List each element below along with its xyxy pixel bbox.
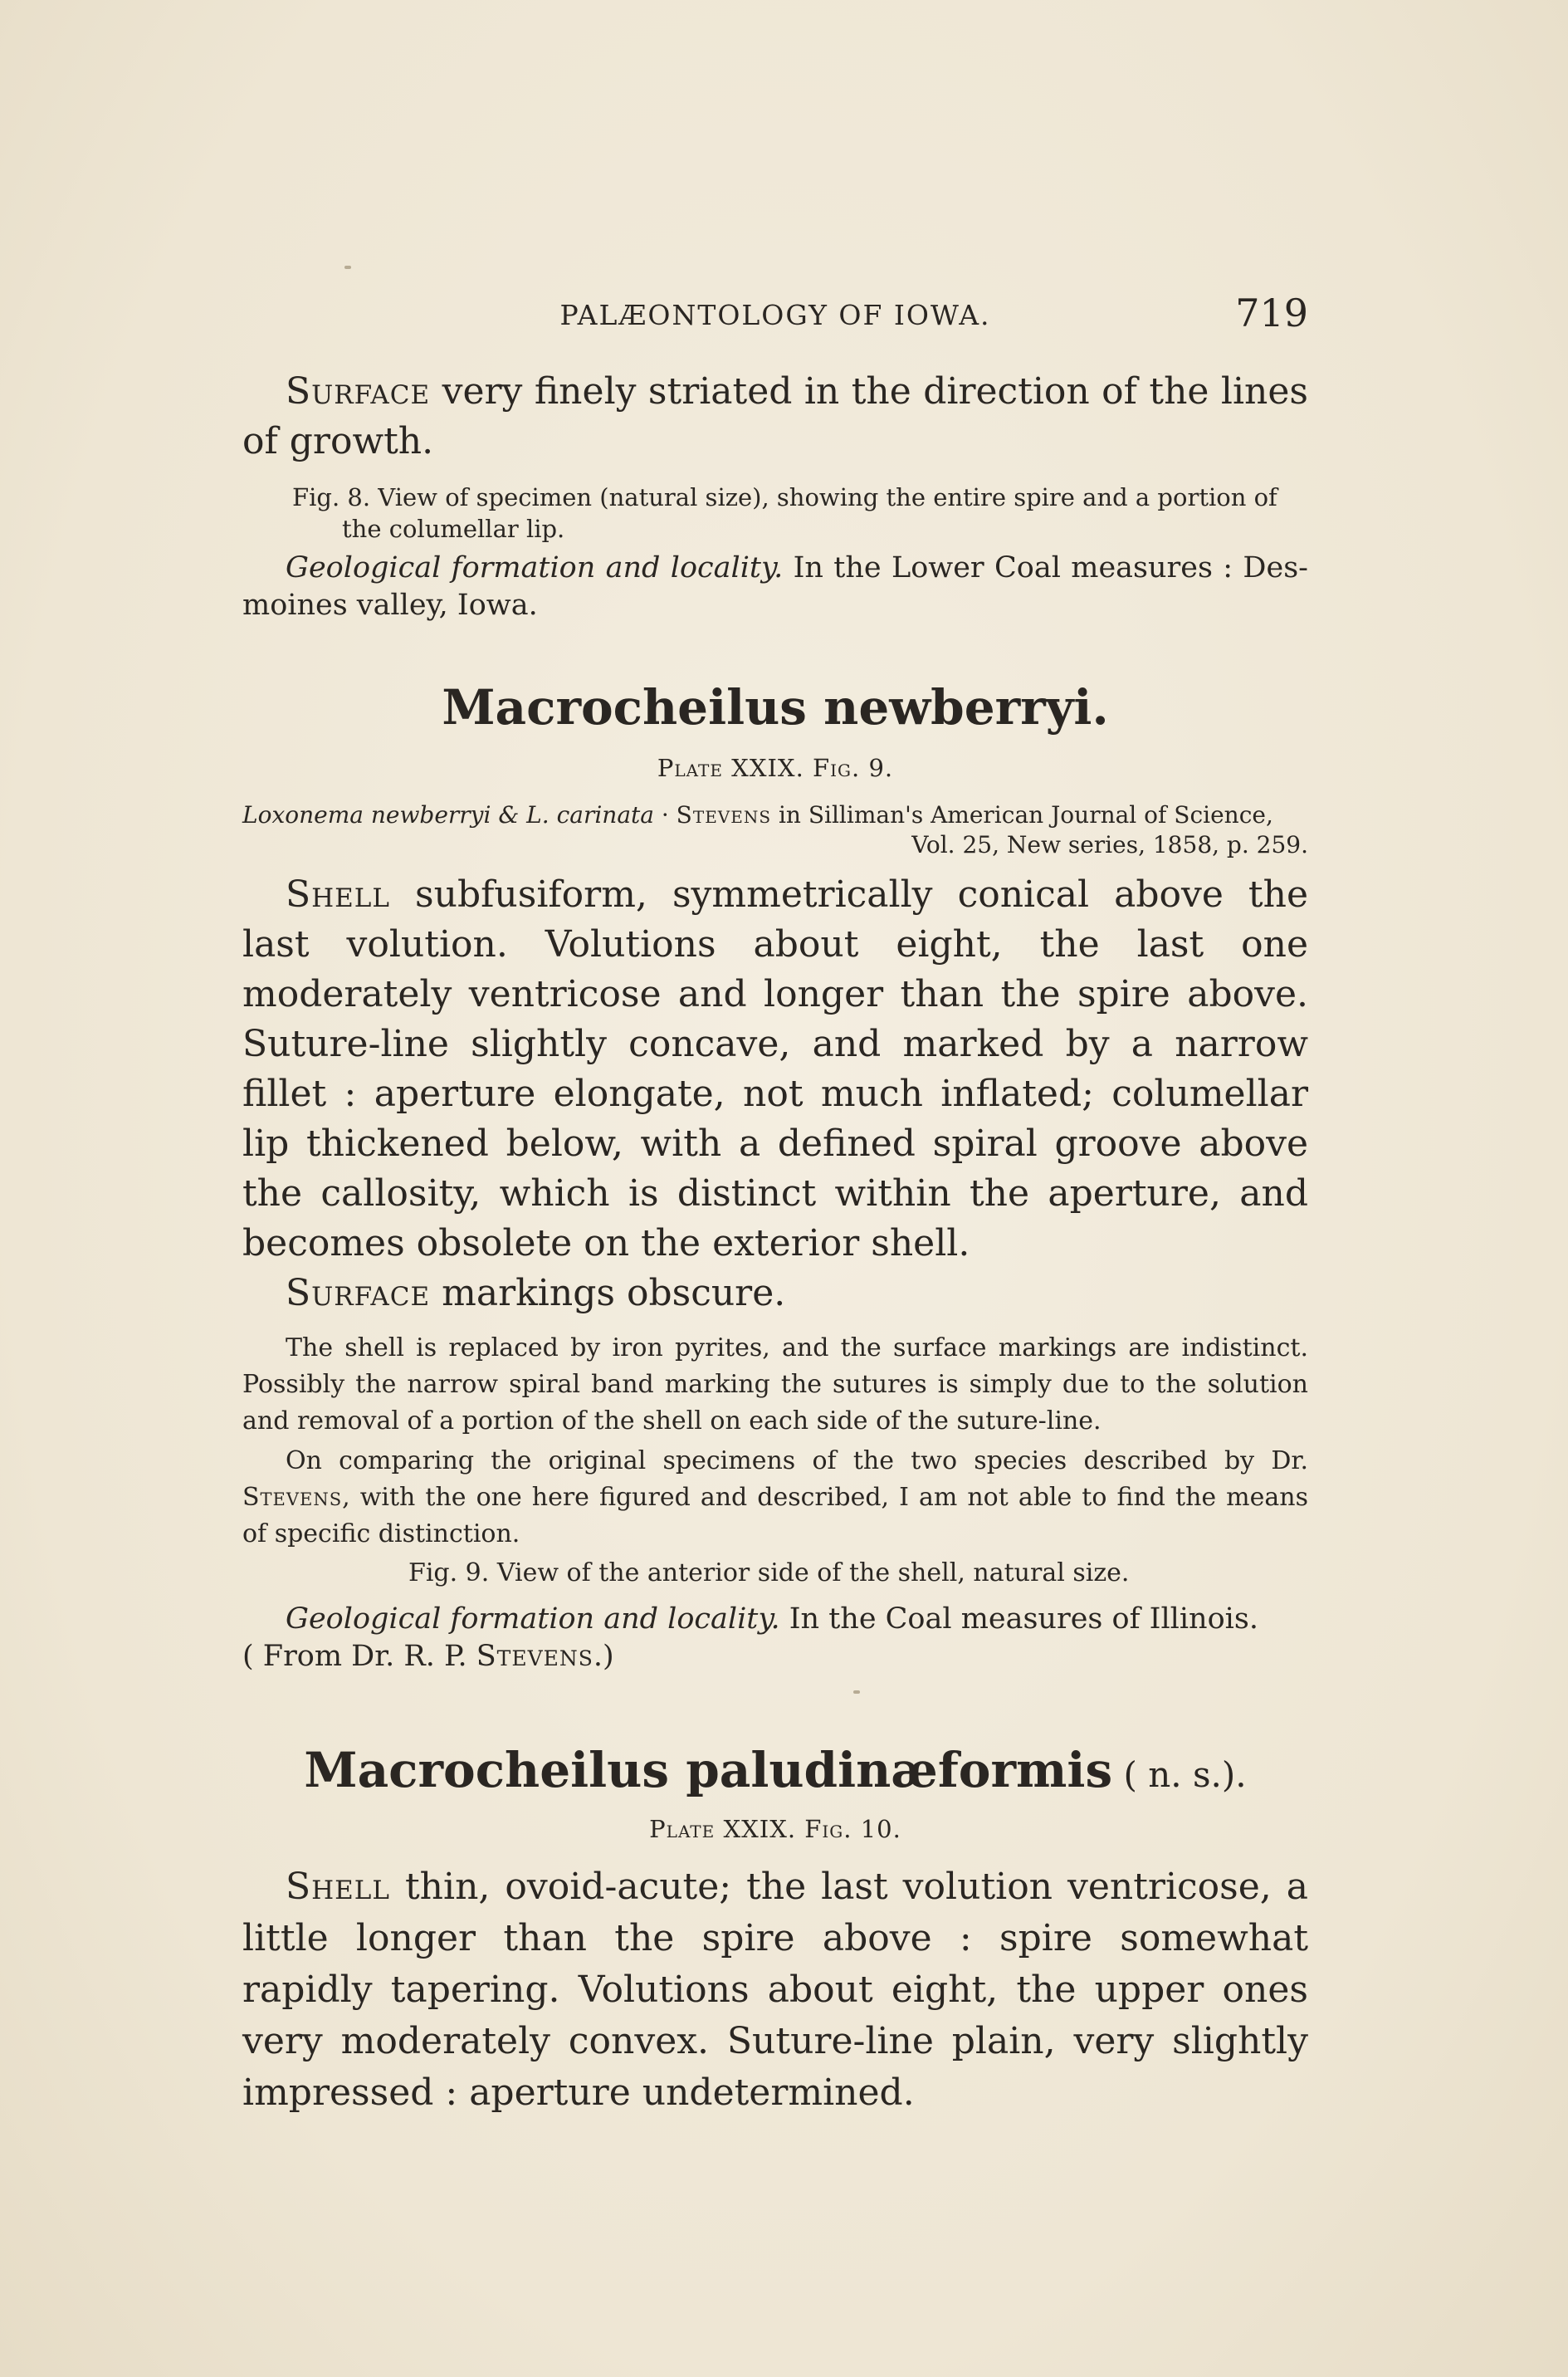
geo-paragraph-2: [242, 1601, 1308, 1638]
paper-speck: [853, 1690, 860, 1694]
geological-locality-1: [242, 550, 1308, 624]
page-header: [242, 291, 1308, 340]
geo-paragraph-1: [242, 550, 1308, 624]
shell-description-newberryi: [242, 870, 1308, 1269]
shell-description-paludinaeformis: [242, 1861, 1308, 2119]
fig8-label: Fig. 8.: [292, 483, 371, 511]
species-paludinaeformis: [242, 1742, 1308, 2119]
section-surface-description: [242, 367, 1308, 467]
figure-8-caption-block: [242, 482, 1308, 545]
source-credit: [242, 1638, 1308, 1675]
shell-text: subfusiform, symmetrically conical above the last volution. Volutions about eight, the last one moderately ventricose and longer than the spire above. Suture-line slightly concave, and marked by a narrow fillet : aperture elongate, not much inflated; columellar lip thickened below, with a defined spiral groove above the callosity, which is distinct within the aperture, and becomes obsolete on the exterior shell.: [242, 873, 1308, 1264]
geo-label-2: Geological formation and locality.: [286, 1602, 780, 1636]
fig9-caption: Fig. 9. View of the anterior side of the shell, natural size.: [408, 1558, 1130, 1587]
surface-label-2: Surface: [286, 1272, 431, 1314]
synonym-publication: in Silliman's American Journal of Science,: [771, 801, 1273, 829]
plate-reference-newberryi: Plate XXIX. Fig. 9.: [657, 754, 894, 782]
note2-author: Stevens: [242, 1483, 343, 1512]
note-comparison: [242, 1443, 1308, 1553]
species-name-paludinaeformis: Macrocheilus paludinæformis: [304, 1742, 1113, 1798]
from-author: Stevens: [476, 1640, 593, 1673]
surface-paragraph: [242, 367, 1308, 467]
surface-markings-newberryi: [242, 1269, 1308, 1318]
paper-speck: [344, 266, 351, 269]
running-title: PALÆONTOLOGY OF IOWA.: [559, 299, 991, 331]
synonym-reference: Vol. 25, New series, 1858, p. 259.: [911, 831, 1308, 858]
fig8-continuation: the columellar lip.: [342, 515, 565, 543]
species-newberryi: [242, 679, 1308, 1675]
fig8-text: View of specimen (natural size), showing the entire spire and a portion of: [370, 483, 1277, 511]
note-pyrites: The shell is replaced by iron pyrites, and the surface markings are indistinct. Possibly the narrow spiral band marking the sutures is simply due to the solution and removal of a portion of the shell on each side of the suture-line.: [242, 1333, 1308, 1435]
plate-reference-paludinaeformis: Plate XXIX. Fig. 10.: [649, 1815, 901, 1843]
geo-text-2: In the Coal measures of Illinois.: [779, 1602, 1258, 1636]
synonym-author: Stevens: [676, 801, 772, 829]
geo-text-1: In the Lower Coal measures : Desmoines valley, Iowa.: [242, 551, 1308, 622]
species-heading-paludinaeformis: [242, 1742, 1308, 1798]
synonym-separator: ·: [653, 801, 677, 829]
page-number: 719: [1235, 291, 1308, 335]
surface-text: very finely striated in the direction of the lines of growth.: [242, 370, 1308, 462]
note2-text-b: , with the one here figured and described, I am not able to find the means of specific distinction.: [242, 1483, 1308, 1548]
surface-text-2: markings obscure.: [430, 1272, 786, 1314]
surface-label: Surface: [286, 370, 431, 413]
shell-label-3: Shell: [286, 1866, 390, 1908]
shell-text-3: thin, ovoid-acute; the last volution ventricose, a little longer than the spire above : spire somewhat rapidly tapering. Volutions about eight, the upper ones very moderately convex. Suture-line plain, very slightly impressed : aperture undetermined.: [242, 1866, 1308, 2114]
from-text-a: ( From Dr. R. P.: [242, 1640, 476, 1673]
note2-text-a: On comparing the original specimens of the two species described by Dr.: [286, 1446, 1308, 1475]
geo-label-1: Geological formation and locality.: [286, 551, 784, 584]
fig8-caption: [242, 482, 1308, 545]
synonymy-newberryi: [242, 800, 1308, 860]
shell-label: Shell: [286, 873, 390, 916]
from-text-b: .): [593, 1640, 614, 1673]
synonym-name: Loxonema newberryi & L. carinata: [242, 801, 654, 829]
new-species-marker: ( n. s.).: [1112, 1754, 1247, 1795]
species-heading-newberryi: Macrocheilus newberryi.: [442, 679, 1109, 736]
